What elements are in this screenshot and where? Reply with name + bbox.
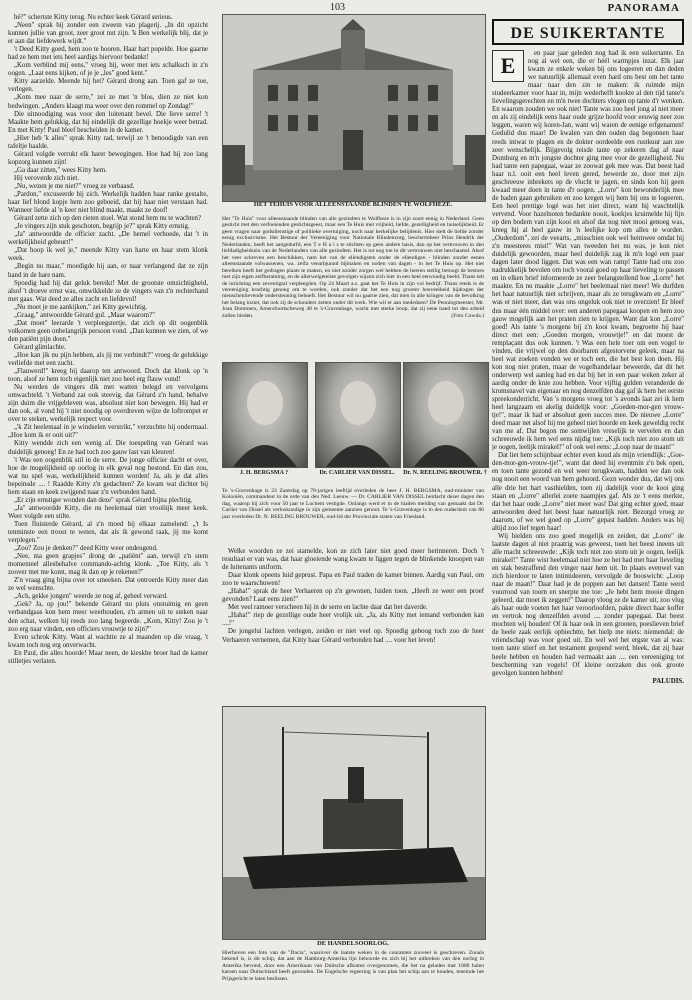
building-photo-title: HET TEHUIS VOOR ALLEENSTAANDE BLINDEN TE WOLFHEZE. <box>253 201 453 208</box>
paragraph: „Nu, wezen je me niet?" vroeg ze verbaasd. <box>14 182 135 190</box>
paragraph: „Dat moet" leerarde 't verpleegstertje, dat zich op dit oogenblik volkomen geen onbelangrijk persoon vond. „Dan kunnen we zien, of we den patiënt pijn doen." <box>8 319 208 343</box>
portrait-carlier <box>315 362 401 468</box>
right-column <box>492 50 684 986</box>
paragraph: „Hoe kan jik nu pijn hebben, als jij me verbindt?" vroeg de gelukkige verliefde met een zucht. <box>8 351 208 368</box>
portrait-name: Dr. CARLIER VAN DISSEL. <box>319 470 395 476</box>
portrait-bergsma <box>222 362 308 468</box>
paragraph: „Ja" antwoordde Kitty, die nu heelemaal niet vrooliijk meer keek. Weer volgde een stilte. <box>8 504 208 520</box>
paragraph: Wij hielden ons zoo goed mogelijk en zeiden, dat „Lorre" de laatste dagen al niet praatrig was geweest, toen het beest ineens uit alle macht schreeuwde: „Kijk toch niet zoo stom uit je oogen, leelijk mirakel!" Tante wist heelemaal niet hoe ze het had met haar lieveling en stak bestraffend den vinger naar hem uit. In plaats evenwel van zich hierdoor te laten intimideeren, vervolgde de booswicht: „Loop naar de maan!" Daar had je de poppen aan het dansen! Tante werd vuurrood van toorn en snerpte me toe: „Je hebt hem mooie dingen geleerd, dat moet ik zeggen!" Daarop vloog ze de kamer uit, zoo vlug als haar oude voeten het haar veroorloofden, pakte direct haar koffer en vertrok nog denzelfden avond .... zonder papegaai. Dat beest mochten wij houden! Of ik haar ook in een grooten, poeslieven brief de heele zaak eerlijk opbiechtte, het hielp me niets: niemendal: de vriendschap was voor goed uit. En wel wel het ergste van al was: toen tante stierf en het testament geopend werd, bleek, dat zij haar heele hebben en houden had vermaakt aan .... een vereeniging tot bescherming van vogels! Of kleine oorzaken dus ook groote gevolgen kunnen hebben! <box>492 532 684 677</box>
paragraph: „Nu moet je me aankijken," zei Kitty gewichtig. <box>14 303 148 311</box>
paragraph: Daar klonk opeens luid geprust. Papa en Paul traden de kamer binnen. Aardig van Paul, om zoo te waarschuwen! <box>222 572 484 588</box>
paragraph: „Ach, gekke jongen" weerde ze nog af, geheel verward. <box>14 593 168 601</box>
paragraph: „Ja" antwoordde de officier zacht. „De hemel verhoede, dat 't in werkelijkheid gebeurt!" <box>8 231 208 247</box>
paragraph: Kitty wendde zich een wenig af. Die toespeling van Gérard was duidelijk genoeg! En ze had toch zoo gauw last van kleuren! <box>8 440 208 456</box>
paragraph: Hij veroverde zich niet. <box>14 174 80 182</box>
page-number: 103 <box>330 2 345 13</box>
paragraph: Gérard zette zich op den rieten stoel. Wat stond hem nu te wachten? <box>14 215 202 223</box>
paragraph: „Dat hoop ik wel je," meende Kitty van harte en haar stem klonk week. <box>8 247 208 263</box>
building-photo-caption: Het "Te Huis" voor alleenstaande blinden van alle gezindten te Wolfheze is in zijn soort eenig in Nederland. Geen gesticht met den verfoeienden gestichtsgeest, maar een Te Huis met vrijheid, liefde, gezelligheid en huiselijkheid. Er geen vragen naar godsdienstige of politieke overtuiging, noch naar kerkelijke belijdenis. Hier stelt de liefde zonder eenig exclusivisme. Het Bestuur der Vereeniging voor Nationale Blindenzorg, beschermheer Prins Hendrik der Nederlanden, heeft het aangedurfd, een T e H u i s te stichten op geen andere basis, dan op het vertrouwen in den liefdadigheidszin van de Nederlanders van alle gezindten. Het is tot nog toe in dit vertrouwen niet beschaamd. Alsof het veer schreven een beschikken, nam het van de ellendigsten onder de ellendigen - blinden zonder eenen alleenstaande volwassenen, wa. zeifa veearbjunnd bijmaken en noden van dagen - in het Te Huis op. Het niet bereiken heeft het gedragen plaats te maken, en niet zonder zorgen wel hebben de heeren stellig betoogt de bestoes met zijn eigen zelfberaming, en de allerwelgetelste gevolgen wijzen zich hier in een heel eenvoudig beeld. Thans telt de inrichting een zeventigtal verpleegden. Op 24 Maart a.s. gaat het Te Huis in zijn vol bedrijf. Thans reeds is de vereeniging krachtig genoeg om te worden, ook zonder dat het een nog grooter hoeveelheid bijdragen der menschenlievende ondersteuning behoeft. Het Bestuur wil nu gaarne zien, dat men in alle kringen van de bevolking het belang inziet, dat ook zij de schouders zetten onder dit werk. Wie wil er aan mededoen? De Penningmeester, Mr. Joan Dommers, Amersfoortscheweg 48 te 's-Gravenhage, wacht met sterke hoop, dat zij eene hand tot den arbeid zullen bieden. (Foto Cowda.) <box>222 216 484 319</box>
magazine-name: PANORAMA <box>607 2 680 14</box>
portrait-name: J. H. BERGSMA ? <box>239 470 289 476</box>
paragraph: Nu werden de vingers dik met watten belegd en vervolgens omwachteld. 't Verband zat ook steevig. dat Gérard z'n hand, behalve zijn duim die vrijgebleven was, absoluut niet kon bewegen. Hij had er dan ook, al vond hij 't niet noodig op overdreven wijze de loftrompet er over te steken, werkelijk respect voor. <box>8 384 208 424</box>
story-title: DE SUIKERTANTE <box>492 19 684 45</box>
paragraph: 't Deed Kitty goed, hem zoo te hooren. Haar hart popelde. Hoe gaarne had ze hem met iets heel aardigs hiervoor bedankt! <box>8 46 208 62</box>
paragraph: 't Was een oogenblik stil in de serre. De jonge officier dacht er over, hoe de mogelijkheid op oorlog in elk geval nog bestond. En dan zou, wat nu spel was, werkelijkheid kunnen worden! Ja, als je dat alles bepeinsde .... ! Raadde Kitty z'n gedachten? Ze kwam wat dichter bij hem staan en keek zwijgend naar z'n verbonden hand. <box>8 456 208 496</box>
paragraph: „Ga daar zitten," wees Kitty hem. <box>14 166 107 174</box>
paragraph: „Kom mee naar de serre," zei ze met 'n blos, dien ze niet kon bedwingen. „Anders klaagt ma weer over den rommel op Zondag!" <box>8 94 208 110</box>
paragraph: Z'n vraag ging bijna over tot smeeken. Dat ontroerde Kitty meer dan ze wel wenschte. <box>8 577 208 593</box>
portrait-illustration <box>223 363 307 467</box>
paragraph: Even schrok Kitty. Want al wachtte ze al maanden op die vraag, 't kwam toch nog erg onverwacht. <box>8 633 208 649</box>
paragraph: Gérard volgde verrukt elk harer bewegingen. Hoe had hij zoo lang kopzorg kunnen zijn! <box>8 150 208 166</box>
building-photo <box>222 14 486 202</box>
paragraph: Die uitnoodiging was voor den luitenant bevel. Die lieve serre! 't Maakte hem gelukkig, dat hij eindelijk dit gezellige hoekje weer betrad. En met Kitty! Paul bleef bescheiden in de kamer. <box>8 110 208 134</box>
building-illustration <box>223 15 485 201</box>
paragraph: De jongelui lachten verlegen, zeiden er niet veel op. Spoedig geboog toch zoo de heer Verhaeren vernemen, dat Kitty haar Gérard verbonden had .... voor het leven! <box>222 628 484 644</box>
photo-credit: (Foto Cowda.) <box>451 312 484 319</box>
ship-photo <box>222 706 486 940</box>
paragraph: „Neen" sprak hij zonder een zweem van plagerij. „In dit opzicht kunnen jullie van groot, zeer groot nut zijn. 'k Ben werkelijk blij, dat je er aan dat liefdewerk wijdt." <box>8 22 208 46</box>
paragraph: Met veel ramoer verscheen hij in de serre en lachte daar dat het daverde. <box>228 604 428 612</box>
paragraph: „Begin nu maar," moedigde hij aan, er naar verlangend dat ze zijn hand in de hare nam. <box>8 263 208 279</box>
paragraph: „Zoo? Zou je denken?" deed Kitty weer ondeugend. <box>14 545 158 553</box>
portrait-name: Dr. N. REELING BROUWER. † <box>403 470 487 476</box>
drop-cap: E <box>492 50 524 82</box>
middle-column <box>222 548 484 702</box>
paragraph: „Je vingers zijn stuk geschoten, begrijp je?" sprak Kitty ernstig. <box>14 223 190 231</box>
portraits-caption: Te 's-Gravenhage is 23 Zaterdag op 78-jarigen leeftijd overleden de heer J. H. BERGSMA, oud-minister van Koloniën, commandeur in de orde van den Ned. Leeuw. — Dr. CARLIER VAN DISSEL herdacht dezer dagen den dag, waarop hij zich voor 50 jaar te Lochem vestigde. Onlangs werd er in de hiaden melding van gemaakt dat Dr. Carlier van Dissel als verloskundige in zijn gemeente aanzien genoot. Te 's-Gravenhage is in den ouderdom van 86 jaar overleden Dr. N. REELING BROUWER, oud-lid der Provinciale staten van Friesland. <box>222 488 484 520</box>
paragraph: En Paul, die alles hoorde! Maar neen, de kieskhe broer had de kamer stilletjes verlaten. <box>8 649 208 665</box>
left-column <box>8 14 208 986</box>
paragraph: „Haha!" riep de gezellige oude heer vrolijk uit. „Ja, als Kitty met iemand verbonden kan ....!" <box>222 612 484 628</box>
paragraph: „Er zijn ernstiger wonden dan deze" sprak Gérard bijna plechtig. <box>14 496 193 504</box>
author-signature: PALUDIS. <box>652 677 684 685</box>
paragraph: hè?" schertste Kitty terug. Nu echter keek Gérard serieus. <box>14 14 173 21</box>
paragraph: „Gek? Ja, op jou!" bekende Gérard nu pluts onstuimig en geen verbandgaas kon hem meer weerhouden, z'n armen uit te steken naar den schat, welken hij reeds zoo lang begeerde. „Kom, Kitty! Zou je 't zoo erg naar vinden, een officiers vrouwtje te zijn?" <box>8 601 208 633</box>
paragraph: Dat liet hem schijnbaar echter even koud als mijn vriendlijk: „Goe-den-mor-gen-vrouw-tje!", want dat deed hij eventmin z'n bek open, en toen tante gezond en wel weer terugkwam, hadden we dan ook nog nooit een woord van hem gehoord. Gezn wonder dus, dat wij ons alle drie het hart vasthielden, toen zij dadelijk voor de kooi ging staan en „Lorre" allerlei zoete naampjes gaf. Als ze 't eens merkte, dat het haar oude „Lorre" niet meer was! Dat ging echter goed, maar antwoorden deed het beest haar natuurlijk niet. Bezorgd vroeg ze daarom, of we wel goed op „Lorre" gepast hadden. Anders was hij altijd zoo lief tegen haar! <box>492 452 684 532</box>
paragraph: „Flauwerd!" kreeg hij daarop ten antwoord. Doch dat klonk op 'n toon, alsof ze hem toch eigenlijk niet zoo heel erg flauw vond! <box>8 368 208 384</box>
paragraph: „Haha!" sprak de heer Verhaeren op z'n gewonen, luiden toon. „Heeft ze weer een proef gevonden? Laat eens zien!" <box>222 588 484 604</box>
paragraph: en paar jaar geleden nog had ik een suikertante. En nog al wel een, die er héél warmpjes inzat. Elk jaar kwam ze enkele weken bij ons logeeren en dan deden we natuurlijk allemaal even hard ons best om het tante maar naar den zin te maken: ik ruimde mijn studeerkamer voor haar in, mijn wederhelft kookte al den tijd tante's lievelingsgerechten en m'n twee dochters vlogen op tante d'r wenken. En waarom zouden we ook niet! Tante was zoo heel jong al niet meer en als zij eindelijk eens haar oude grijze hoofd voor eeuwig neer zou leggen, waren wij koren-Jan, want wij waren de eenige erfgenamen! Gedulid dus maar! De kwalen van den ouden dag begonnen haar reeds intwat te plagen en de dokter oordeelde een rustkuur aan zee zeer wenschelijk. Bijgevolg reisde tante op zekeren dag af naar Domburg en m'n jongste dochter ging mee voor de gezelligheid. Nu had tante een papegaai, waar ze zoowat gek mee was. Dat beest had haar n.l. ooit een heel leven gered, bewerde ze, door met zijn geschreeuw inbrekers op de vlucht te jagen, en sinds kon hij geen kwaad meer doen in tante d'r oogen. „Lorre" kon bewonderlijk mee de baden gaan gebruiken en zoo kregen wij hem bij ons te logeeren. Een heel prettige logé was het niet direct, want hij waschtelijk vervend. Voor hazelnoten bedankte nooit, koekjes kruimelde hij fijn op den bodem van zijn kooi en alsof dat nog niet mooi genoeg was, kreeg hij al heel gauw in 'n leelijke kop om alles te worden. „Ouderdom", zei de veearts, „misschien ook wel heimwee omdat hij z'n meesteres mist!" Wat van tweeden het nu was, je kon niet duidelijk gewoorden, maar heel duidelijk zag ik m'n logé een paar dagen later dood liggen. Dat was een wan ramp! Tante had ons zoo nadrukkelijk bevolen om toch vooral goed op haar lieveling te passen en in elken brief informeerde ze zeer belangstellend hoe „Lorre" het maakte. En nu maakte „Lorre" het heelemaal niet meer! We durfden het haar natuurlijk niet schrijven, maar als ze terugkwam en „Lorre" was er niet meer, dan was ons ongeluk ook niet te overzien! Er bleef dus maar één middel over: een anderen papegaai koopen en hem zoo gauw mogelijk aan het praten zien te krijgen. Want dat kon „Lorre" goed! Als tante 's morgens bij z'n kooi kwam, begroette hij haar direct met een: „Goeden morgen, vrouwtje!" en dat moest de remplaçant dus ook kunnen. 't Was een hele toer om een vogel te vinden, die vrijwel op den doorbaren afgestorvene geleek, maar na heel wat zoeken vonden we er toch een, die het best kon doen. Hij kon nog niet praten, maar de vogelhandelaar beweerde, dat dit het onderwerp wel aanleg had en dat bij het in een paar weken zeker al aardig onder de knie zou hebben. Voor vijftig gulden veranderde de kromsnavel van eigenaar en nog denzelfden dag gaf ik hem het eerste spreekonderricht. Van 's morgens vroeg tot 's avonds laat zei ik hem heel langzaam en akelig duidelijk voor: „Goeden-mor-gen vrouw-tje!", maar ik had er absoluut geen succes mee. De nieuwe „Lorre" deed maar net alsof hij me geheel niet hoorde en keek geweldig recht van me af. Dat begon me somwijlen vreselijk te vervelen en dan schreeuwde ik hem wel eens nijdig toe: „Kijk toch niet zoo stom uit je oogen, leelijk mirakel!" of ook wel eens: „Loop naar de maan!" <box>492 50 684 452</box>
ship-photo-caption: Hierboven een foto van de "Dacia", waarover de laatste weken in de couranten zooveel is geschreven. Zooals bekend is, is dit schip, dat aan de Hamburg-Amerika lijn behoorde en zich bij het uitbreken van den oorlog in Amerika bevond, door een Amerikaan van Duitsche afkomst overgenomen, die het na geladen met 1000 balen katoen naar Duitschland heeft gezonden. De Engelsche regeering is van plan het schip aan te houden, teneinde het Prijsgericht te laten beslissen. <box>222 950 484 982</box>
paragraph: „'k Zit heelemaal in je windselen verstrikt," verzuchtte hij ondermaal. „Hoe kom ik er ooit uit?" <box>8 424 208 440</box>
paragraph: „Nee, ma geen grapjes" drong de „patiënt" aan, terwijl z'n stem momenteel allesbehalve commando-achtig klonk. „Toe Kitty, als 't zoover met me komt, mag ik dan op je rekenen?" <box>8 553 208 577</box>
paragraph: „Hier heb 'k alles" sprak Kitty rad, terwijl ze 't benoodigde van een tafeltje haalde. <box>8 134 208 150</box>
ship-photo-title: DE HANDELSOORLOG. <box>317 940 389 947</box>
paragraph: Kitty aarzelde. Meende hij het? Gérard drong aan. Toen gaf ze toe, verlegen. <box>8 78 208 94</box>
paragraph: „Kom verblind mij eens," vroeg hij, weer met iets schalksch in z'n oogen. „Laat eens kijken, of je je „les" goed kent." <box>8 62 208 78</box>
paragraph: „Pardon," excuseerde hij zich. Werkelijk hadden haar ranke gestalte, haar lief blond kopje hem zoo geboeid, dat hij haar niet verstaan had. Wanneer liefde al 'n keer niet blind maakt, maakt ze doof! <box>8 191 208 215</box>
paragraph: Toen fluisterde Gérard, al z'n moed bij elkaar zamelend: „'t Is tenminste een troost te weten, dat als ik gewond raak, jij me komt verplegen." <box>8 520 208 545</box>
portrait-reeling-brouwer <box>403 362 489 468</box>
ship-illustration <box>223 707 485 939</box>
portrait-illustration <box>316 363 400 467</box>
paragraph: „Graag," antwoordde Gérard gul. „Maar waarom?" <box>14 311 155 319</box>
paragraph: Welke woorden ze zei stamelde, kon ze zich later niet goed meer herinneren. Doch 't resultaat er van was, dat haar gloeiende wang kwam te liggen tegen de blinkende knoopen van de luitenants uniform. <box>222 548 484 572</box>
paragraph: Spoedig had hij dat geluk bereikt! Met de grootste omzichtigheid, alsof 't droeve ernst was, omwikkelde ze de vingers van z'n rechterhand met gaas. Wat deed ze alles zacht en liefdevol! <box>8 279 208 303</box>
paragraph: Gérard glimlachte. <box>14 343 66 351</box>
portrait-illustration <box>404 363 488 467</box>
